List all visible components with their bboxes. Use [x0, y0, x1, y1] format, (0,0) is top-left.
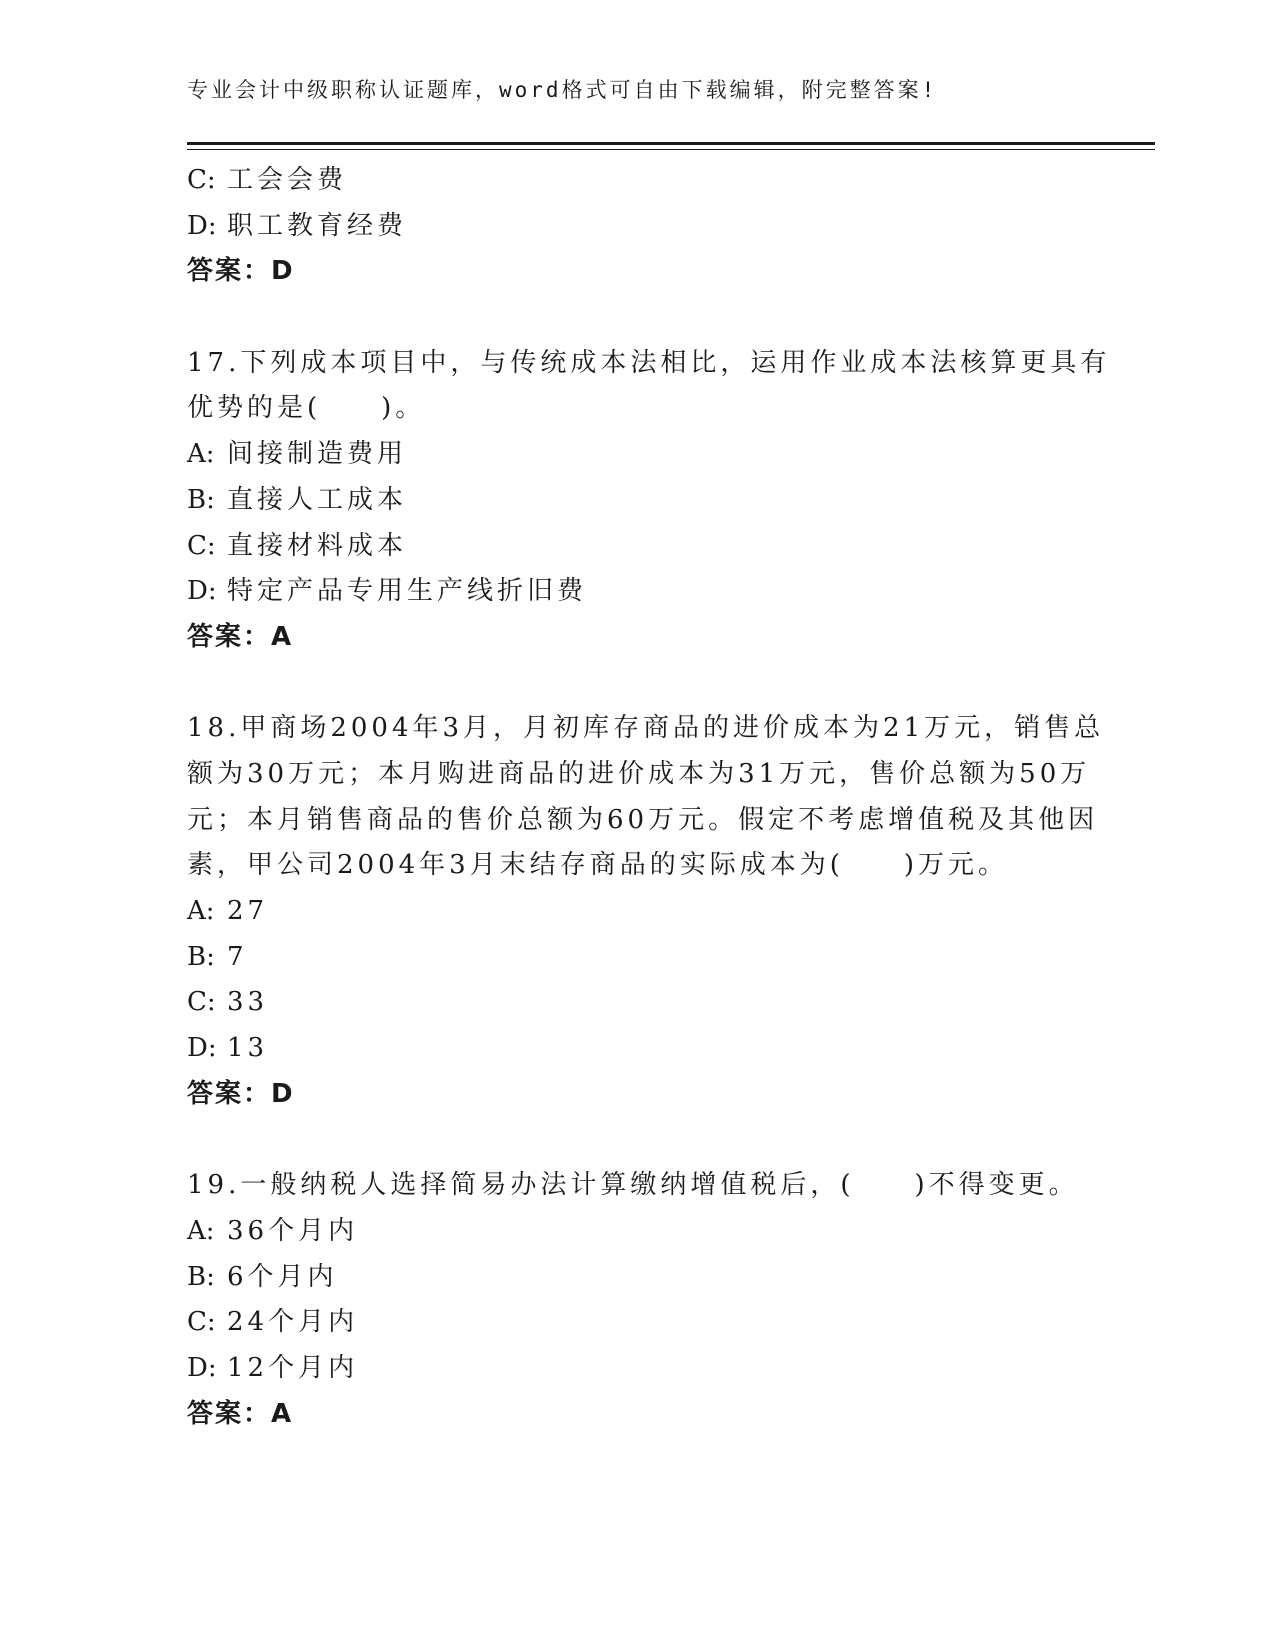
question-stem-line: 元；本月销售商品的售价总额为60万元。假定不考虑增值税及其他因 [187, 804, 1099, 835]
spacer [187, 661, 1087, 707]
header-rule-thick [187, 142, 1155, 145]
option-text: 24个月内 [227, 1307, 359, 1338]
question-content [187, 158, 1111, 1437]
answer-line: 答案：A [187, 1398, 294, 1429]
question-stem-line: 素，甲公司2004年3月末结存商品的实际成本为( )万元。 [187, 850, 1008, 881]
option-letter: D: [187, 1033, 217, 1064]
option-text: 直接人工成本 [227, 484, 408, 515]
spacer [187, 295, 1087, 341]
question-17 [187, 341, 1111, 661]
option-letter: D: [187, 1352, 217, 1383]
question-19 [187, 1163, 1087, 1437]
option-letter: D: [187, 576, 217, 607]
page-header: 专业会计中级职称认证题库，word格式可自由下载编辑，附完整答案! [187, 78, 938, 102]
option-row [187, 1026, 1087, 1072]
option-row [187, 204, 1087, 250]
option-text: 12个月内 [227, 1352, 359, 1383]
option-letter: B: [187, 941, 215, 972]
option-letter: C: [187, 530, 216, 561]
option-row [187, 158, 1087, 204]
question-stem-line: 额为30万元；本月购进商品的进价成本为31万元，售价总额为50万 [187, 758, 1091, 789]
option-text: 间接制造费用 [227, 439, 408, 470]
option-letter: B: [187, 484, 215, 515]
option-text: 6个月内 [227, 1261, 338, 1292]
option-letter: D: [187, 210, 217, 241]
option-row [187, 980, 1087, 1026]
header-rule-thin [187, 149, 1155, 150]
question-16-fragment [187, 158, 1087, 295]
option-letter: C: [187, 165, 216, 195]
option-text: 13 [227, 1033, 269, 1064]
option-letter: C: [187, 987, 216, 1018]
answer-line: 答案：D [187, 256, 295, 287]
option-text: 27 [227, 896, 269, 926]
answer-line: 答案：A [187, 621, 294, 652]
option-text: 36个月内 [227, 1215, 359, 1246]
option-row [187, 432, 1087, 478]
question-stem-line: 优势的是( )。 [187, 393, 426, 424]
option-letter: A: [187, 439, 215, 470]
option-row [187, 524, 1087, 570]
option-text: 职工教育经费 [227, 210, 408, 241]
question-stem-line: 19.一般纳税人选择简易办法计算缴纳增值税后，( )不得变更。 [187, 1170, 1079, 1201]
answer-line: 答案：D [187, 1078, 295, 1109]
option-row [187, 1209, 1087, 1255]
question-18 [187, 706, 1105, 1117]
option-row [187, 1255, 1087, 1301]
option-text: 7 [227, 941, 248, 972]
option-row [187, 1346, 1087, 1392]
option-letter: A: [187, 1215, 215, 1246]
option-row [187, 935, 1087, 981]
option-text: 特定产品专用生产线折旧费 [227, 576, 588, 607]
option-row [187, 889, 1087, 935]
spacer [187, 1117, 1087, 1163]
option-letter: A: [187, 896, 215, 926]
option-text: 直接材料成本 [227, 530, 408, 561]
option-row [187, 569, 1087, 615]
option-row [187, 478, 1087, 524]
option-letter: C: [187, 1307, 216, 1338]
option-row [187, 1300, 1087, 1346]
option-letter: B: [187, 1261, 215, 1292]
question-stem-line: 18.甲商场2004年3月，月初库存商品的进价成本为21万元，销售总 [187, 713, 1105, 744]
option-text: 工会会费 [227, 165, 348, 195]
question-stem-line: 17.下列成本项目中，与传统成本法相比，运用作业成本法核算更具有 [187, 347, 1111, 378]
option-text: 33 [227, 987, 269, 1018]
